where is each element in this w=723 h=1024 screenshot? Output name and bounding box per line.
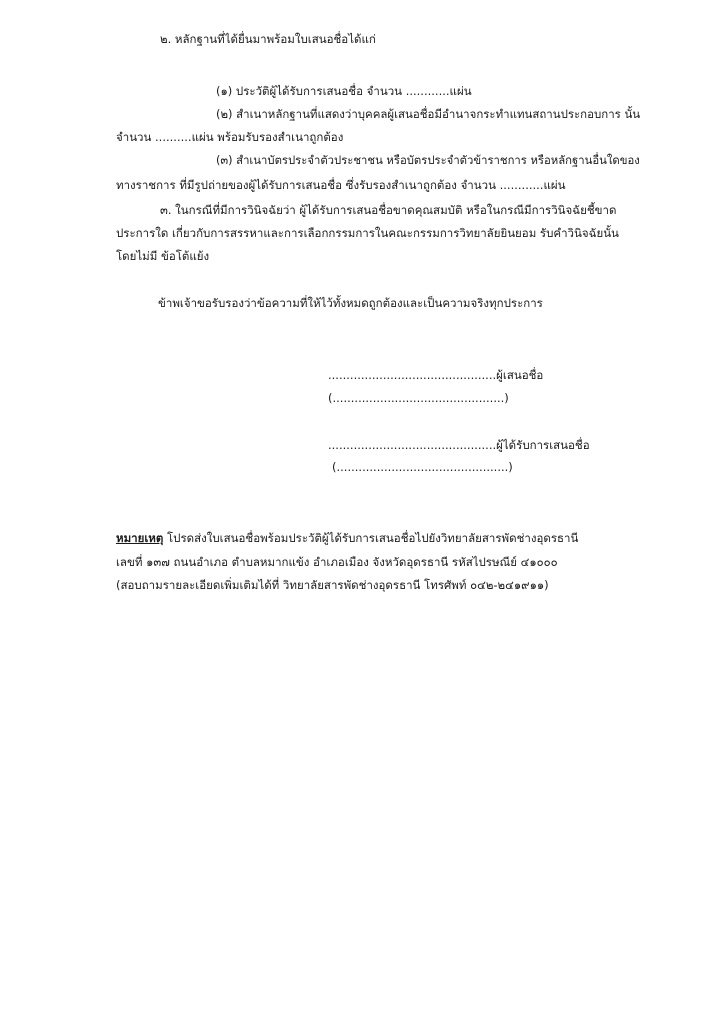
- evidence-item-2-line2: จำนวน ..........แผ่น พร้อมรับรองสำเนาถูกต้อง: [116, 130, 344, 144]
- note-contact-line: (สอบถามรายละเอียดเพิ่มเติมได้ที่ วิทยาลัยสารพัดช่างอุดรธานี โทรศัพท์ ๐๔๒-๒๔๑๙๑๑): [116, 578, 549, 592]
- nominee-signature-line: ..............................................ผู้ได้รับการเสนอชื่อ: [328, 438, 590, 452]
- section3-line2: ประการใด เกี่ยวกับการสรรหาและการเลือกกรรมการในคณะกรรมการวิทยาลัยยินยอม รับคำวินิจฉัยนั้น: [116, 226, 619, 240]
- note-address-line: เลขที่ ๑๓๗ ถนนอำเภอ ตำบลหมากแข้ง อำเภอเมือง จังหวัดอุดรธานี รหัสไปรษณีย์ ๔๑๐๐๐: [116, 555, 558, 569]
- note-line1: [116, 533, 578, 545]
- nominator-signature-line: ..............................................ผู้เสนอชื่อ: [328, 368, 544, 382]
- evidence-item-3-line1: (๓) สำเนาบัตรประจำตัวประชาชน หรือบัตรประจำตัวข้าราชการ หรือหลักฐานอื่นใดของ: [216, 153, 640, 167]
- evidence-item-3-line2: ทางราชการ ที่มีรูปถ่ายของผู้ได้รับการเสนอชื่อ ซึ่งรับรองสำเนาถูกต้อง จำนวน ............แผ่น: [116, 178, 566, 192]
- evidence-item-1: (๑) ประวัติผู้ได้รับการเสนอชื่อ จำนวน ............แผ่น: [216, 84, 472, 98]
- evidence-item-2-line1: (๒) สำเนาหลักฐานที่แสดงว่าบุคคลผู้เสนอชื่อมีอำนาจกระทำแทนสถานประกอบการ นั้น: [216, 107, 641, 121]
- note-label: หมายเหตุ: [116, 531, 164, 545]
- section2-heading: ๒. หลักฐานที่ได้ยื่นมาพร้อมใบเสนอชื่อได้แก่: [160, 32, 376, 46]
- section3-line3: โดยไม่มี ข้อโต้แย้ง: [116, 249, 210, 263]
- nominee-name-field: (...............................................): [332, 460, 513, 474]
- nominator-name-field: (...............................................): [328, 391, 509, 405]
- note-text: โปรดส่งใบเสนอชื่อพร้อมประวัติผู้ได้รับการเสนอชื่อไปยังวิทยาลัยสารพัดช่างอุดรธานี: [163, 531, 579, 545]
- section3-line1: ๓. ในกรณีที่มีการวินิจฉัยว่า ผู้ได้รับการเสนอชื่อขาดคุณสมบัติ หรือในกรณีมีการวินิจฉัยชี้ขาด: [160, 203, 617, 217]
- certification-statement: ข้าพเจ้าขอรับรองว่าข้อความที่ให้ไว้ทั้งหมดถูกต้องและเป็นความจริงทุกประการ: [158, 296, 543, 310]
